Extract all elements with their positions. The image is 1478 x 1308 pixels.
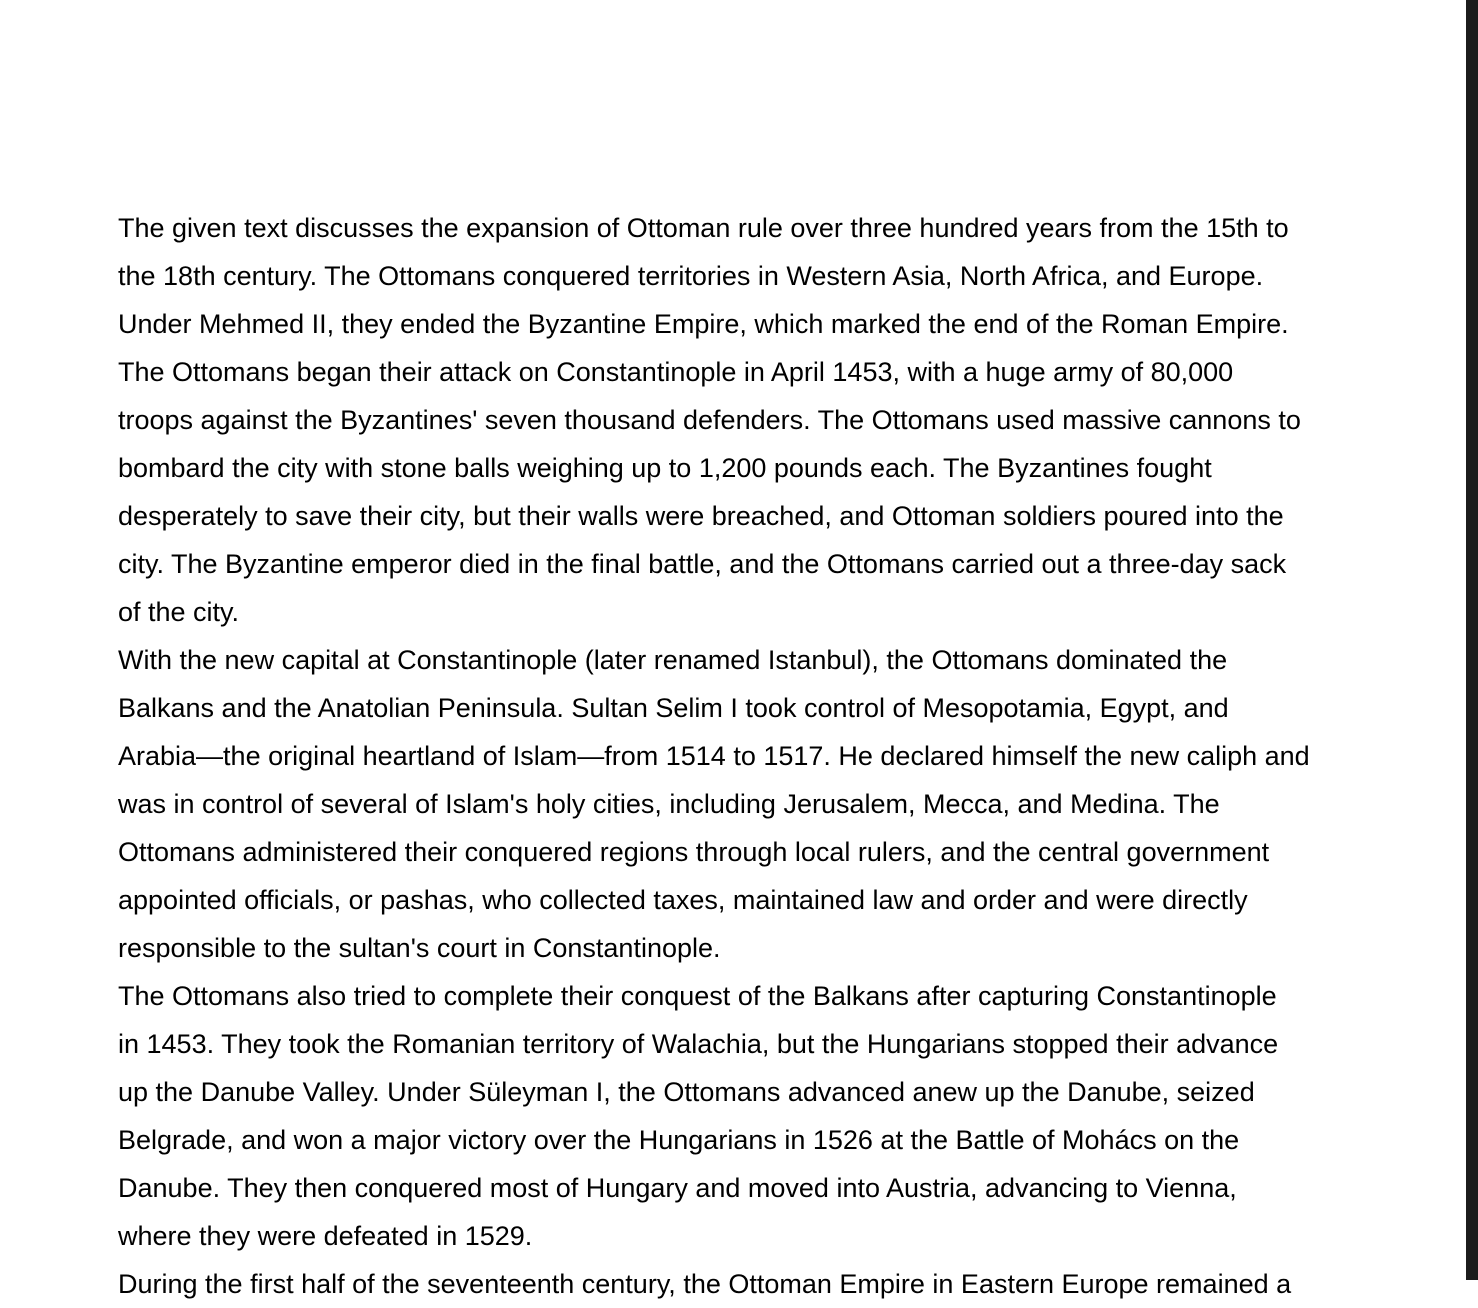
paragraph-seventeenth-century: During the first half of the seventeenth century, the Ottoman Empire in Eastern Europe remained a [118, 1269, 1292, 1299]
paragraph-balkan-conquest: The Ottomans also tried to complete their conquest of the Balkans after capturing Constantinople in 1453. They took the Romanian territory of Walachia, but the Hungarians stopped their advance up the Danube Valley. Under Süleyman I, the Ottomans advanced anew up the Danube, seized Belgrade, and won a major victory over the Hungarians in 1526 at the Battle of Mohács on the Danube. They then conquered most of Hungary and moved into Austria, advancing to Vienna, where they were defeated in 1529. [118, 981, 1279, 1251]
paragraph-ottoman-administration: With the new capital at Constantinople (later renamed Istanbul), the Ottomans dominated the Balkans and the Anatolian Peninsula. Sultan Selim I took control of Mesopotamia, Egypt, and Arabia—the original heartland of Islam—from 1514 to 1517. He declared himself the new caliph and was in control of several of Islam's holy cities, including Jerusalem, Mecca, and Medina. The Ottomans administered their conquered regions through local rulers, and the central government appointed officials, or pashas, who collected taxes, maintained law and order and were directly responsible to the sultan's court in Constantinople. [118, 645, 1310, 963]
paragraph-conquest-of-constantinople: The given text discusses the expansion of Ottoman rule over three hundred years from the 15th to the 18th century. The Ottomans conquered territories in Western Asia, North Africa, and Europe. Under Mehmed II, they ended the Byzantine Empire, which marked the end of the Roman Empire. The Ottomans began their attack on Constantinople in April 1453, with a huge army of 80,000 troops against the Byzantines' seven thousand defenders. The Ottomans used massive cannons to bombard the city with stone balls weighing up to 1,200 pounds each. The Byzantines fought desperately to save their city, but their walls were breached, and Ottoman soldiers poured into the city. The Byzantine emperor died in the final battle, and the Ottomans carried out a three-day sack of the city. [118, 213, 1301, 627]
window-edge [1466, 0, 1478, 1280]
document-body [118, 204, 1408, 1308]
